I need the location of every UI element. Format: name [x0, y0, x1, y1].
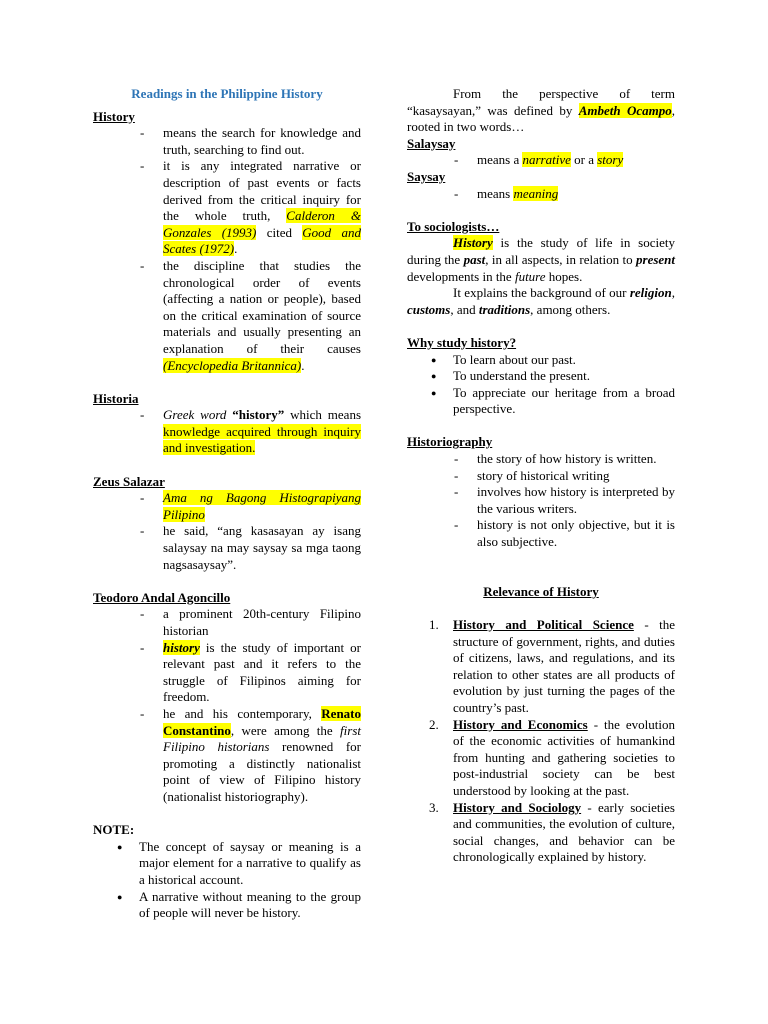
sociologists-paragraph-1: History is the study of life in society during the past, in all aspects, in relation to present developments in the future hopes.: [407, 235, 676, 284]
note-list: [93, 839, 361, 922]
historia-definition: - Greek word “history” which means knowledge acquired through inquiry and investigation.: [163, 407, 361, 457]
left-column: [93, 86, 361, 922]
note-heading: NOTE:: [93, 822, 135, 838]
agoncillo-item-3: - he and his contemporary, Renato Constantino, were among the first Filipino historians renowned for promoting a distinctly nationalist point of view of Filipino history (nationalist historiography).: [163, 706, 361, 806]
zeus-item-1: - Ama ng Bagong Histograpiyang Pilipino: [163, 490, 361, 523]
agoncillo-item-1: - a prominent 20th-century Filipino historian: [163, 606, 361, 639]
note-item-1: ● The concept of saysay or meaning is a major element for a narrative to qualify as a historical account.: [139, 839, 361, 889]
relevance-item-2: 2. History and Economics - the evolution of the economic activities of humankind from hunting and gathering societies to post-industrial society can be best understood by looking at the past.: [429, 716, 675, 798]
right-column: [407, 86, 675, 866]
relevance-heading: Relevance of History: [483, 583, 599, 599]
relevance-list: [407, 617, 675, 866]
agoncillo-list: [93, 606, 361, 805]
sociologists-heading: To sociologists…: [407, 218, 500, 234]
why-item-3: ● To appreciate our heritage from a broad perspective.: [453, 385, 675, 418]
why-heading: Why study history?: [407, 334, 517, 350]
saysay-heading: Saysay: [407, 168, 446, 184]
document-title: Readings in the Philippine History: [131, 86, 323, 101]
historiography-item-2: - story of historical writing: [477, 468, 675, 485]
saysay-item: - means meaning: [477, 186, 675, 203]
zeus-list: [93, 490, 361, 573]
historiography-item-4: - history is not only objective, but it is also subjective.: [477, 517, 675, 550]
historiography-list: [407, 451, 675, 551]
salaysay-list: [407, 152, 675, 169]
salaysay-item: - means a narrative or a story: [477, 152, 675, 169]
relevance-item-1: 1. History and Political Science - the structure of government, rights, and duties of citizens, laws, and regulations, and its relation to other states are all products of evolution by just turning the pages of the country’s past.: [429, 617, 675, 715]
historia-heading: Historia: [93, 390, 139, 406]
history-definition-1: - means the search for knowledge and truth, searching to find out.: [163, 125, 361, 158]
relevance-item-3: 3. History and Sociology - early societies and communities, the evolution of culture, social changes, and behavior can be chronologically explained by history.: [429, 799, 675, 865]
note-item-2: ● A narrative without meaning to the group of people will never be history.: [139, 889, 361, 922]
salaysay-heading: Salaysay: [407, 135, 456, 151]
history-definitions: [93, 125, 361, 374]
history-definition-3: - the discipline that studies the chronological order of events (affecting a nation or people), based on the critical examination of source materials and usually presenting an explanation of their causes (Encyclopedia Britannica).: [163, 258, 361, 374]
zeus-heading: Zeus Salazar: [93, 473, 165, 489]
why-item-1: ● To learn about our past.: [453, 352, 675, 369]
historia-list: [93, 407, 361, 457]
why-list: [407, 352, 675, 418]
historiography-item-3: - involves how history is interpreted by the various writers.: [477, 484, 675, 517]
agoncillo-heading: Teodoro Andal Agoncillo: [93, 589, 231, 605]
historiography-item-1: - the story of how history is written.: [477, 451, 675, 468]
history-heading: History: [93, 108, 135, 124]
agoncillo-item-2: - history is the study of important or relevant past and it refers to the struggle of Filipinos aiming for freedom.: [163, 640, 361, 706]
saysay-list: [407, 186, 675, 203]
why-item-2: ● To understand the present.: [453, 368, 675, 385]
sociologists-paragraph-2: It explains the background of our religion, customs, and traditions, among others.: [407, 285, 675, 317]
history-definition-2: - it is any integrated narrative or description of past events or facts derived from the critical inquiry for the whole truth, Calderon & Gonzales (1993) cited Good and Scates (1972).: [163, 158, 361, 258]
historiography-heading: Historiography: [407, 434, 493, 450]
kasaysayan-paragraph: From the perspective of term “kasaysayan,” was defined by Ambeth Ocampo, rooted in two words…: [407, 86, 675, 135]
zeus-item-2: - he said, “ang kasasayan ay isang salaysay na may saysay sa mga taong nagsasaysay”.: [163, 523, 361, 573]
